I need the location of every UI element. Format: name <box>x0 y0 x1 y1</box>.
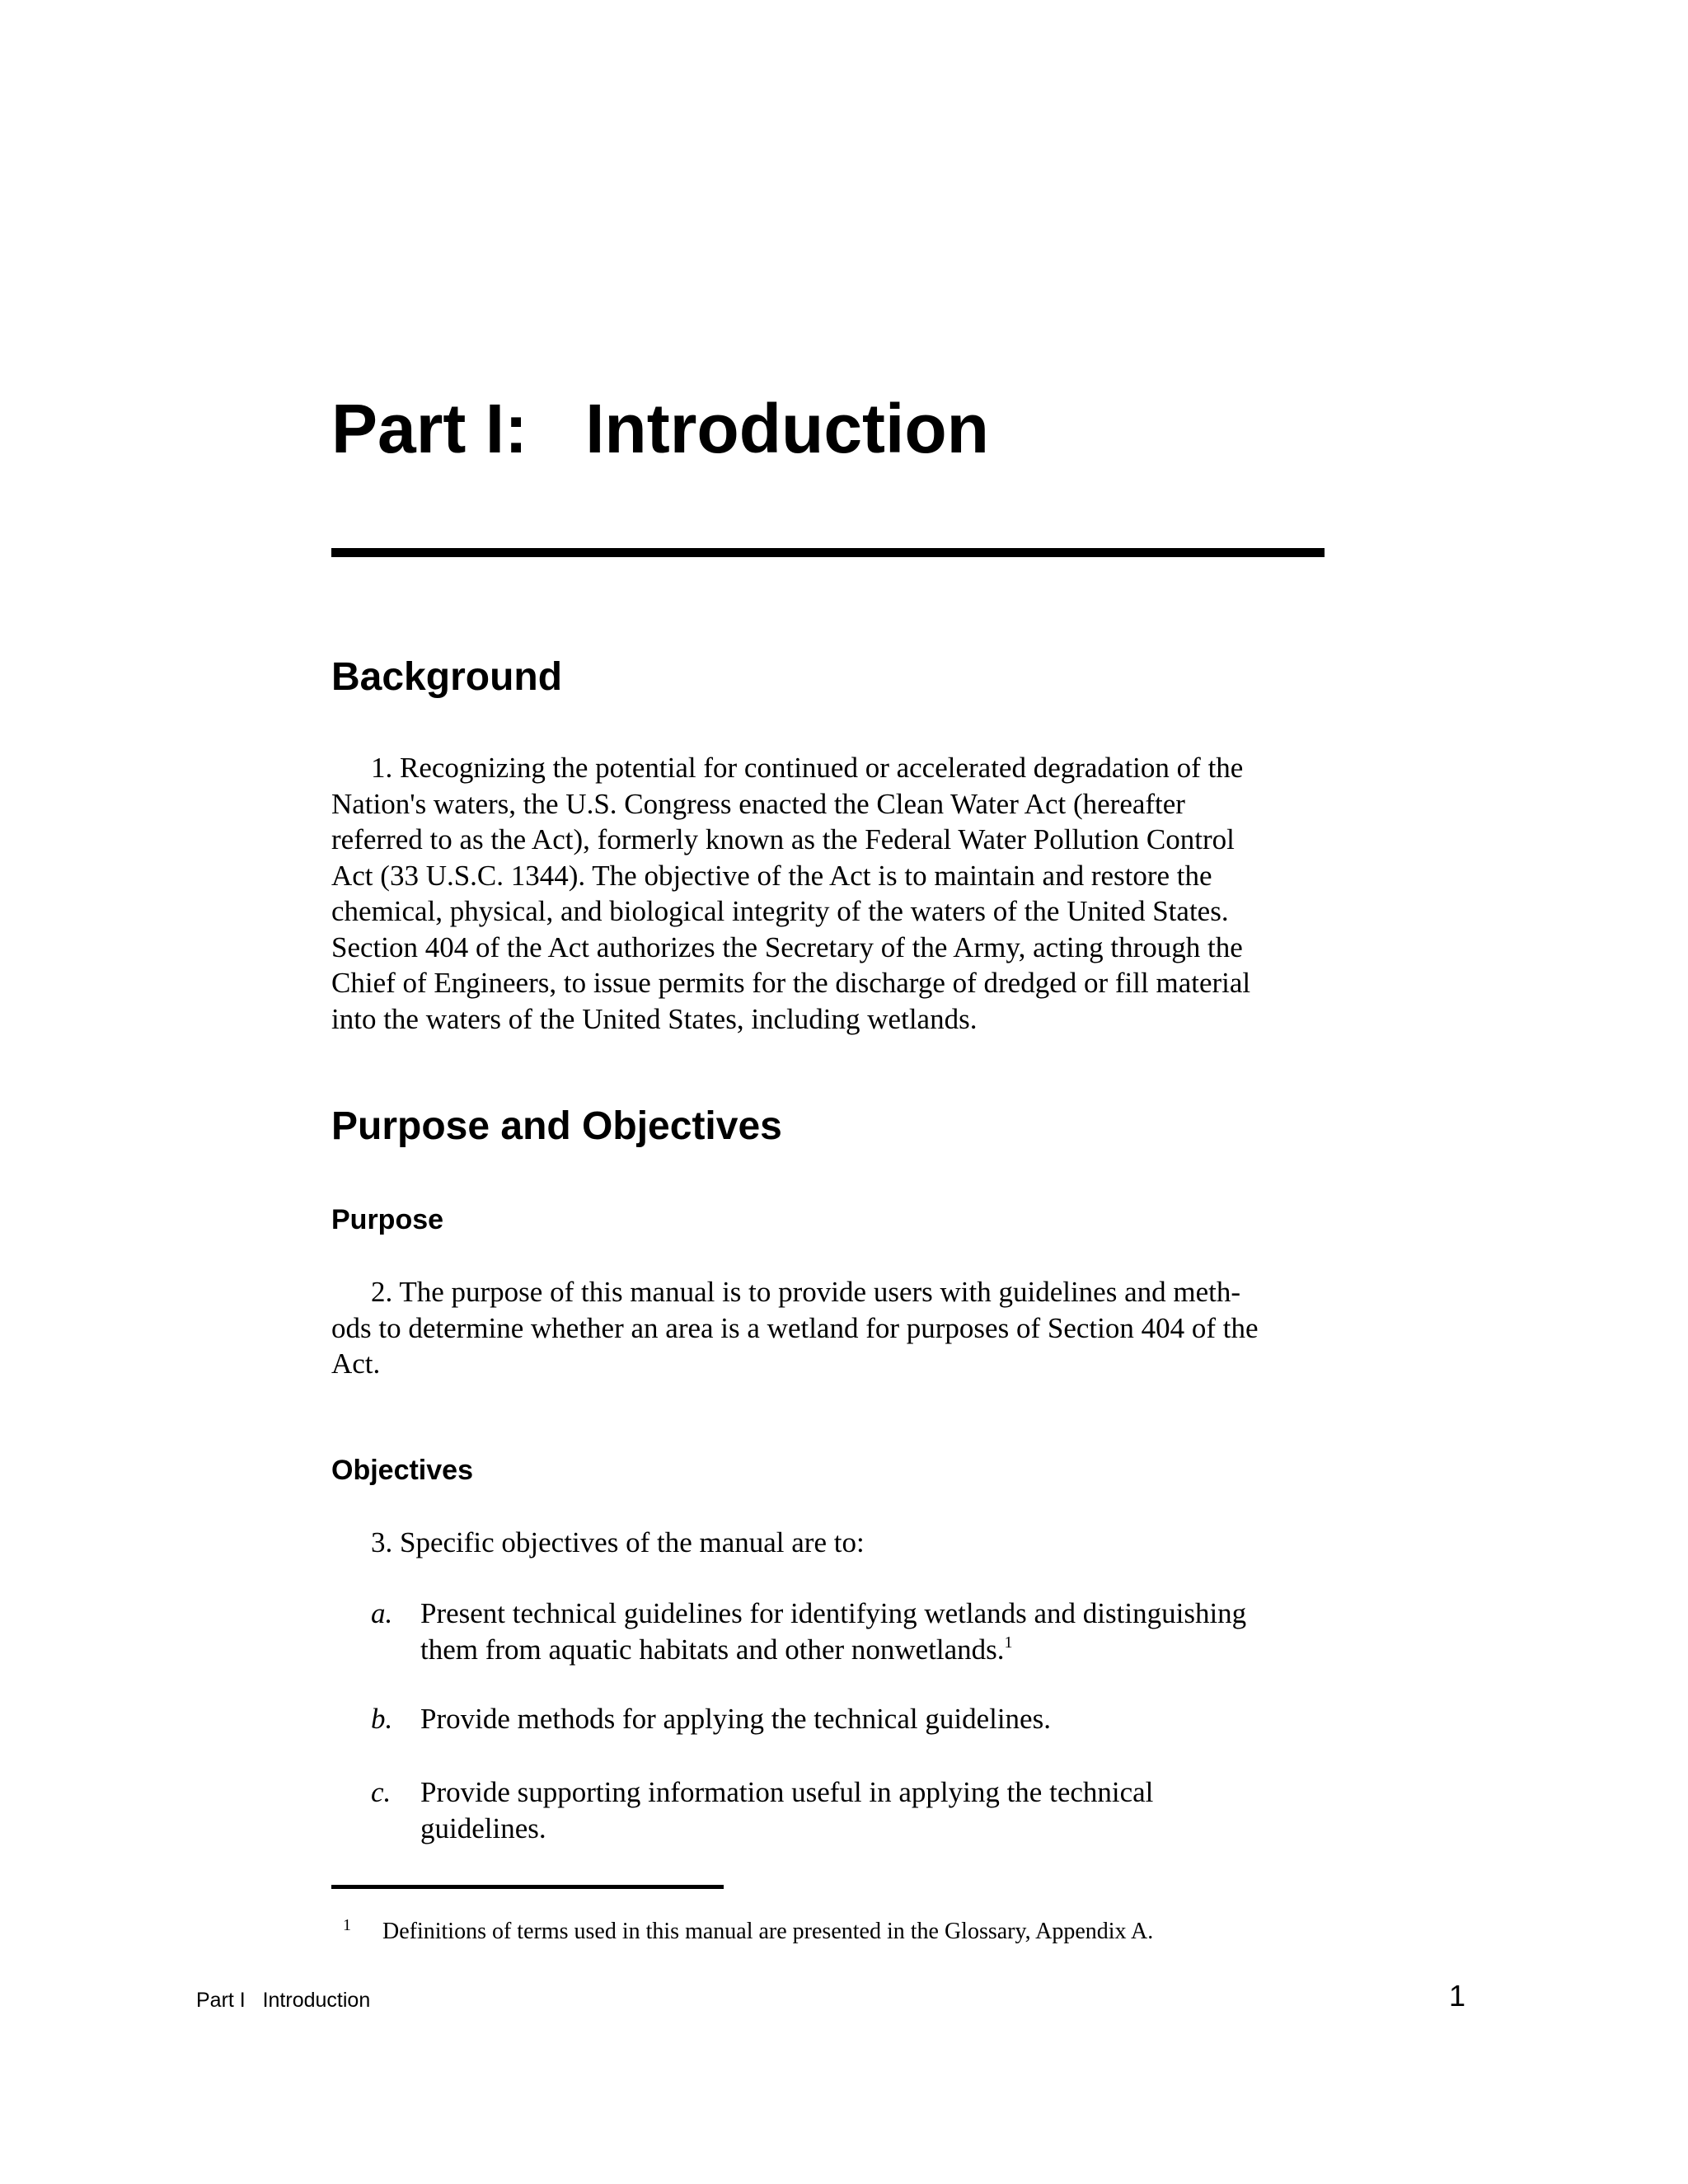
running-footer: Part I Introduction <box>196 1989 371 2012</box>
footnote-text: Definitions of terms used in this manual are presented in the Glossary, Appendix A. <box>382 1919 1154 1944</box>
page-number: 1 <box>1449 1979 1466 2013</box>
objectives-heading: Objectives <box>331 1455 473 1486</box>
background-heading: Background <box>331 655 563 699</box>
objectives-intro: 3. Specific objectives of the manual are to: <box>371 1526 865 1558</box>
part-title-text: Introduction <box>585 390 989 467</box>
purpose-objectives-heading: Purpose and Objectives <box>331 1104 782 1148</box>
list-item-text: Present technical guidelines for identifying wetlands and distinguishing them from aquatic habitats and other nonwetlands.$^1$ <box>420 1597 1247 1666</box>
background-paragraph: 1. Recognizing the potential for continued or accelerated degradation of the Nation's waters, the U.S. Congress enacted the Clean Water Act (hereafter referred to as the Act), formerly known as the Federal Water Pollution Control Act (33 U.S.C. 1344). The objective of the Act is to maintain and restore the chemical, physical, and biological integrity of the waters of the United States. Section 404 of the Act authorizes the Secretary of the Army, acting through the Chief of Engineers, to issue permits for the discharge of dredged or fill material into the waters of the United States, including wetlands. <box>331 752 1251 1035</box>
list-marker: c. <box>371 1776 392 1808</box>
part-title <box>331 387 989 470</box>
purpose-heading: Purpose <box>331 1204 444 1235</box>
title-divider <box>331 548 1325 557</box>
list-marker: a. <box>371 1597 393 1629</box>
list-item-text: Provide supporting information useful in applying the technical guidelines. <box>420 1776 1154 1844</box>
purpose-paragraph: 2. The purpose of this manual is to provide users with guidelines and meth- ods to determine whether an area is a wetland for purposes of Section 404 of the Act. <box>331 1276 1259 1380</box>
footnote-divider <box>331 1885 724 1889</box>
list-marker: b. <box>371 1703 393 1735</box>
part-label: Part I: <box>331 390 528 467</box>
list-item-text: Provide methods for applying the technical guidelines. <box>420 1703 1051 1735</box>
footnote-number: 1 <box>343 1916 351 1934</box>
footnote-reference: 1 <box>1004 1633 1013 1652</box>
